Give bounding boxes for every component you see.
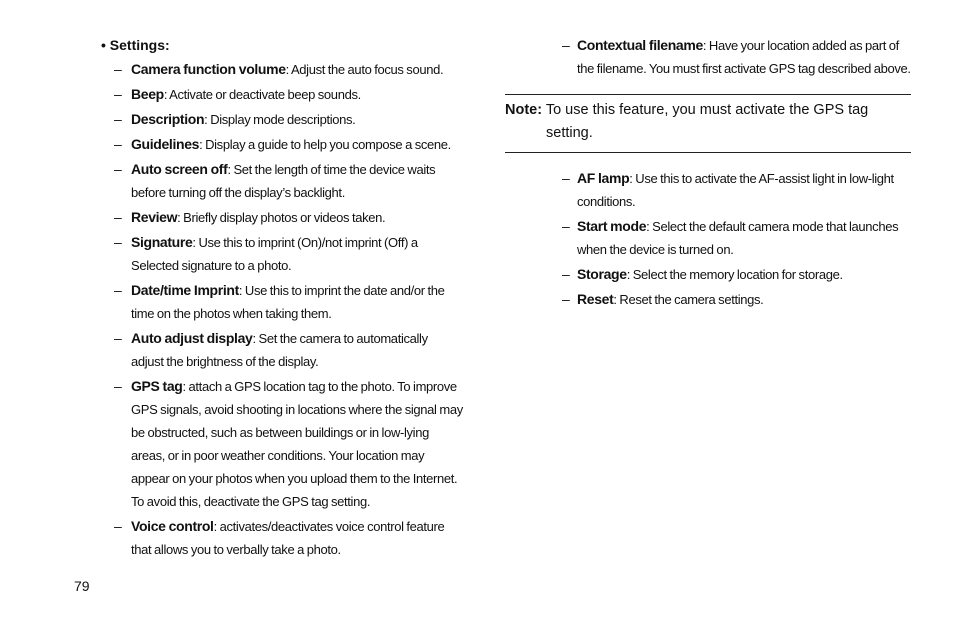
dash-bullet: – (562, 218, 570, 234)
dash-bullet: – (114, 61, 122, 77)
item-description: : Use this to imprint (On)/not imprint (Off) a Selected signature to a photo. (131, 235, 418, 273)
list-item-auto-adjust-display (101, 327, 463, 373)
item-description: : Use this to activate the AF-assist light in low-light conditions. (577, 171, 894, 209)
item-term: Camera function volume (131, 61, 286, 77)
note-line-2: setting. (546, 125, 593, 141)
item-term: Start mode (577, 218, 647, 234)
item-term: Date/time Imprint (131, 282, 239, 298)
item-term: Review (131, 209, 178, 225)
dash-bullet: – (114, 234, 122, 250)
list-item-description (101, 108, 463, 131)
item-term: Beep (131, 86, 164, 102)
note-line-1 (505, 99, 911, 122)
item-term: Signature (131, 234, 193, 250)
item-description: : Set the length of time the device waits before turning off the display’s backlight. (131, 162, 436, 200)
item-description: : activates/deactivates voice control feature that allows you to verbally take a photo. (131, 519, 445, 557)
item-term: Reset (577, 291, 614, 307)
note-text: To use this feature, you must activate the GPS tag (542, 102, 869, 118)
list-item-review (101, 206, 463, 229)
item-description: : Select the default camera mode that launches when the device is turned on. (577, 219, 899, 257)
item-term: AF lamp (577, 170, 630, 186)
item-description: : Adjust the auto focus sound. (285, 62, 444, 77)
note-label: Note: (505, 102, 543, 118)
left-column (101, 34, 463, 563)
note-box (505, 94, 911, 153)
item-term: Auto screen off (131, 161, 228, 177)
item-term: Auto adjust display (131, 330, 253, 346)
item-description: : attach a GPS location tag to the photo. To improve GPS signals, avoid shooting in locations where the signal may be obstructed, such as between buildings or in low-lying areas, or in poor weather conditions. Your location may appear on your photos when you upload them to the Internet. To avoid this, deactivate the GPS tag setting. (131, 379, 463, 509)
list-item-guidelines (101, 133, 463, 156)
dash-bullet: – (562, 170, 570, 186)
item-term: Guidelines (131, 136, 200, 152)
item-description: : Display a guide to help you compose a scene. (199, 137, 451, 152)
list-item-reset (505, 288, 911, 311)
list-item-camera-function-volume (101, 58, 463, 81)
list-item-voice-control (101, 515, 463, 561)
list-item-contextual-filename (505, 34, 911, 80)
item-term: Description (131, 111, 205, 127)
dash-bullet: – (114, 282, 122, 298)
dash-bullet: – (114, 161, 122, 177)
item-term: GPS tag (131, 378, 183, 394)
item-term: Voice control (131, 518, 214, 534)
right-items-bottom (505, 167, 911, 311)
list-item-signature (101, 231, 463, 277)
dash-bullet: – (562, 266, 570, 282)
dash-bullet: – (114, 518, 122, 534)
item-description: : Activate or deactivate beep sounds. (163, 87, 361, 102)
item-description: : Briefly display photos or videos taken. (177, 210, 386, 225)
dash-bullet: – (114, 136, 122, 152)
list-item-beep (101, 83, 463, 106)
dash-bullet: – (114, 86, 122, 102)
dash-bullet: – (114, 209, 122, 225)
dash-bullet: – (562, 291, 570, 307)
settings-heading: • Settings: (101, 37, 170, 53)
item-description: : Have your location added as part of the filename. You must first activate GPS tag described above. (577, 38, 911, 76)
item-term: Storage (577, 266, 627, 282)
list-item-start-mode (505, 215, 911, 261)
list-item-af-lamp (505, 167, 911, 213)
dash-bullet: – (114, 378, 122, 394)
dash-bullet: – (114, 330, 122, 346)
list-item-date-time-imprint (101, 279, 463, 325)
right-items-top (505, 34, 911, 80)
dash-bullet: – (114, 111, 122, 127)
page-number: 79 (74, 578, 90, 594)
item-term: Contextual filename (577, 37, 703, 53)
list-item-storage (505, 263, 911, 286)
list-item-gps-tag (101, 375, 463, 513)
item-description: : Display mode descriptions. (204, 112, 356, 127)
item-description: : Use this to imprint the date and/or the time on the photos when taking them. (131, 283, 445, 321)
item-description: : Select the memory location for storage. (626, 267, 843, 282)
item-description: : Set the camera to automatically adjust the brightness of the display. (131, 331, 428, 369)
right-column (505, 34, 911, 313)
item-description: : Reset the camera settings. (613, 292, 764, 307)
list-item-auto-screen-off (101, 158, 463, 204)
dash-bullet: – (562, 37, 570, 53)
